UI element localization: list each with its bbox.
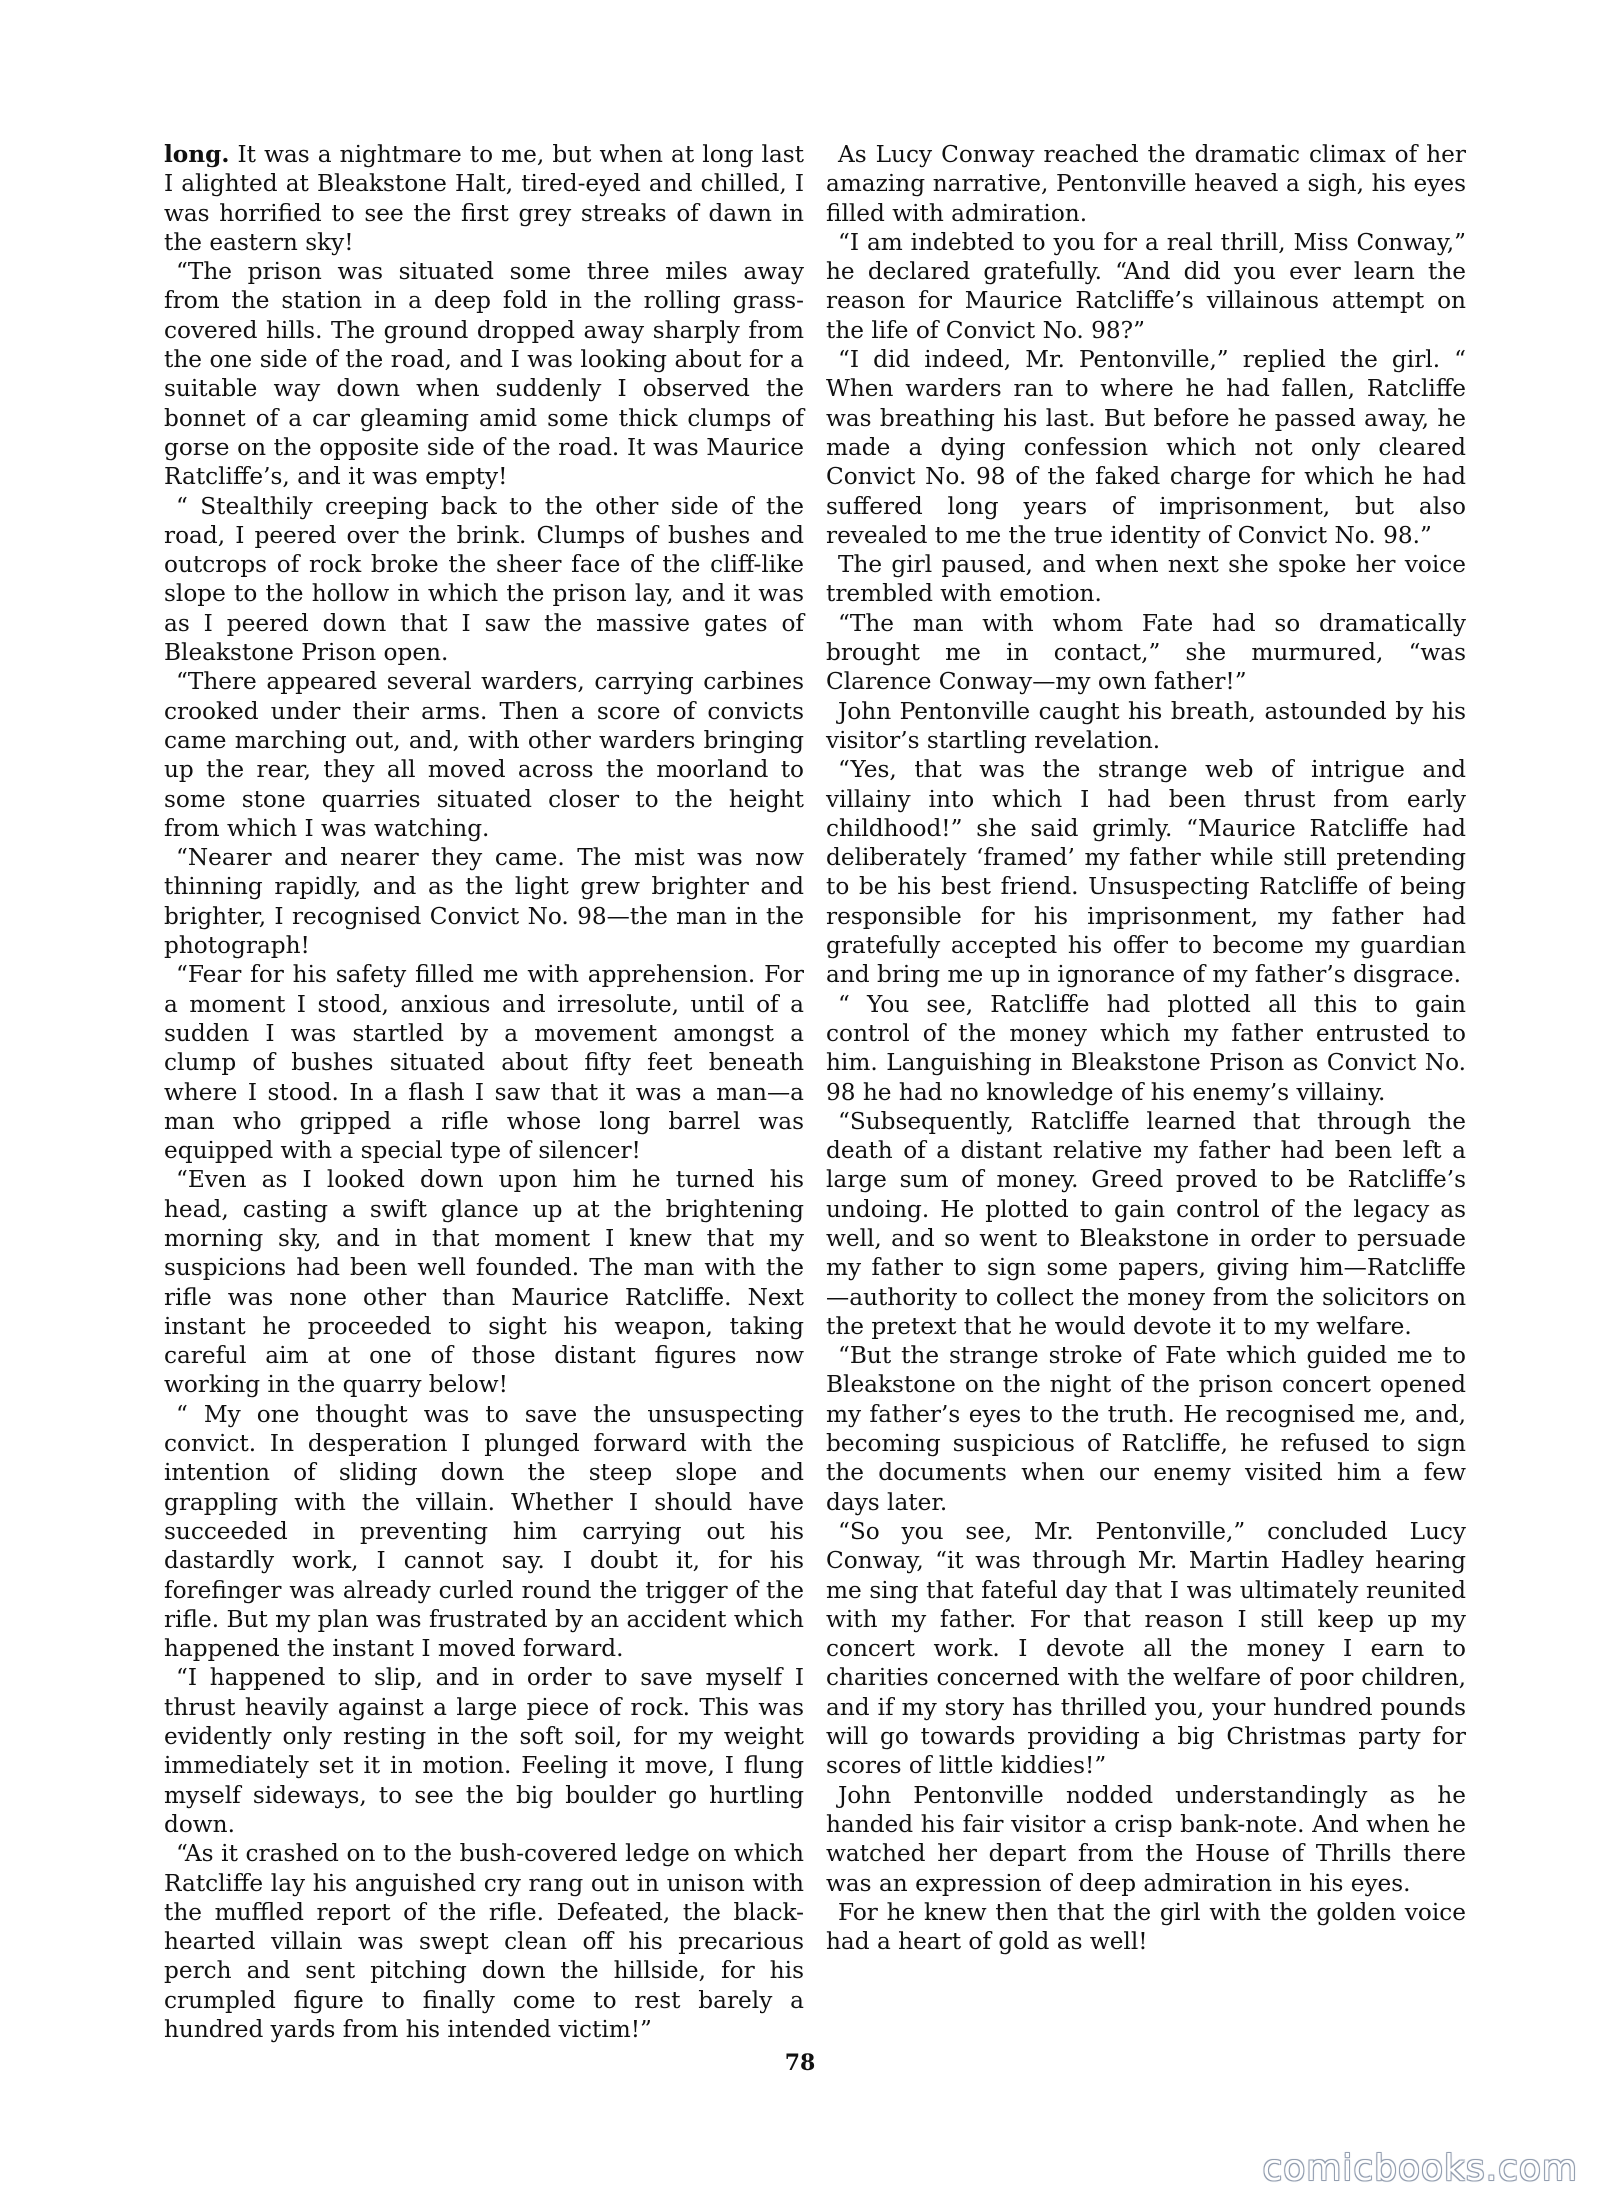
paragraph: “Even as I looked down upon him he turned his head, casting a swift glance up at the brightening morning sky, and in that moment I knew that my suspicions had been well founded. The man with the rifle was none other than Maurice Ratcliffe. Next instant he proceeded to sight his weapon, taking careful aim at one of those distant figures now working in the quarry below! [164, 1166, 804, 1399]
paragraph: “But the strange stroke of Fate which guided me to Bleakstone on the night of the prison concert opened my father’s eyes to the truth. He recognised me, and, becoming suspicious of Ratcliffe, he refused to sign the documents when our enemy visited him a few days later. [826, 1342, 1466, 1516]
paragraph: “I happened to slip, and in order to save myself I thrust heavily against a large piece of rock. This was evidently only resting in the soft soil, for my weight immediately set it in motion. Feeling it move, I flung myself sideways, to see the big boulder go hurtling down. [164, 1664, 804, 1838]
lead-word: long. [164, 141, 230, 168]
paragraph: John Pentonville nodded understandingly as he handed his fair visitor a crisp bank-note. And when he watched her depart from the House of Thrills there was an expression of deep admiration in his eyes. [826, 1781, 1466, 1897]
paragraph: “Fear for his safety filled me with apprehension. For a moment I stood, anxious and irresolute, until of a sudden I was startled by a movement amongst a clump of bushes situated about fifty feet beneath where I stood. In a flash I saw that it was a man—a man who gripped a rifle whose long barrel was equipped with a special type of silencer! [164, 961, 804, 1165]
paragraph: “The man with whom Fate had so dramatically brought me in contact,” she murmured, “was Clarence Conway—my own father!” [826, 609, 1466, 696]
paragraph: The girl paused, and when next she spoke her voice trembled with emotion. [826, 551, 1466, 608]
watermark: comicbooks.com [1262, 2148, 1578, 2189]
paragraph: “There appeared several warders, carrying carbines crooked under their arms. Then a score of convicts came marching out, and, with other warders bringing up the rear, they all moved across the moorland to some stone quarries situated closer to the height from which I was watching. [164, 668, 804, 842]
paragraph-text: It was a nightmare to me, but when at long last I alighted at Bleakstone Halt, tired-eyed and chilled, I was horrified to see the first grey streaks of dawn in the eastern sky! [164, 141, 804, 256]
paragraph: John Pentonville caught his breath, astounded by his visitor’s startling revelation. [826, 697, 1466, 754]
paragraph: For he knew then that the girl with the golden voice had a heart of gold as well! [826, 1898, 1466, 1956]
paragraph: “Subsequently, Ratcliffe learned that through the death of a distant relative my father had been left a large sum of money. Greed proved to be Ratcliffe’s undoing. He plotted to gain control of the legacy as well, and so went to Bleakstone in order to persuade my father to sign some papers, giving him—Ratcliffe—authority to collect the money from the solicitors on the pretext that he would devote it to my welfare. [826, 1107, 1466, 1340]
paragraph: “Nearer and nearer they came. The mist was now thinning rapidly, and as the light grew brighter and brighter, I recognised Convict No. 98—the man in the photograph! [164, 844, 804, 960]
page-number: 78 [784, 2050, 816, 2076]
paragraph: As Lucy Conway reached the dramatic climax of her amazing narrative, Pentonville heaved a sigh, his eyes filled with admiration. [826, 141, 1466, 227]
paragraph: “I am indebted to you for a real thrill, Miss Conway,” he declared gratefully. “And did you ever learn the reason for Maurice Ratcliffe’s villainous attempt on the life of Convict No. 98?” [826, 228, 1466, 344]
right-column [826, 140, 1466, 1956]
paragraph: “ Stealthily creeping back to the other side of the road, I peered over the brink. Clumps of bushes and outcrops of rock broke the sheer face of the cliff-like slope to the hollow in which the prison lay, and it was as I peered down that I saw the massive gates of Bleakstone Prison open. [164, 492, 804, 667]
paragraph: “I did indeed, Mr. Pentonville,” replied the girl. “ When warders ran to where he had fallen, Ratcliffe was breathing his last. But before he passed away, he made a dying confession which not only cleared Convict No. 98 of the faked charge for which he had suffered long years of imprisonment, but also revealed to me the true identity of Convict No. 98.” [826, 346, 1466, 549]
paragraph: “So you see, Mr. Pentonville,” concluded Lucy Conway, “it was through Mr. Martin Hadley hearing me sing that fateful day that I was ultimately reunited with my father. For that reason I still keep up my concert work. I devote all the money I earn to charities concerned with the welfare of poor children, and if my story has thrilled you, your hundred pounds will go towards providing a big Christmas party for scores of little kiddies!” [826, 1517, 1466, 1780]
paragraph: “The prison was situated some three miles away from the station in a deep fold in the rolling grass-covered hills. The ground dropped away sharply from the one side of the road, and I was looking about for a suitable way down when suddenly I observed the bonnet of a car gleaming amid some thick clumps of gorse on the opposite side of the road. It was Maurice Ratcliffe’s, and it was empty! [164, 258, 804, 491]
paragraph: “Yes, that was the strange web of intrigue and villainy into which I had been thrust from early childhood!” she said grimly. “Maurice Ratcliffe had deliberately ‘framed’ my father while still pretending to be his best friend. Unsuspecting Ratcliffe of being responsible for his imprisonment, my father had gratefully accepted his offer to become my guardian and bring me up in ignorance of my father’s disgrace. [826, 756, 1466, 989]
paragraph: “ My one thought was to save the unsuspecting convict. In desperation I plunged forward with the intention of sliding down the steep slope and grappling with the villain. Whether I should have succeeded in preventing him carrying out his dastardly work, I cannot say. I doubt it, for his forefinger was already curled round the trigger of the rifle. But my plan was frustrated by an accident which happened the instant I moved forward. [164, 1400, 804, 1663]
paragraph: “As it crashed on to the bush-covered ledge on which Ratcliffe lay his anguished cry rang out in unison with the muffled report of the rifle. Defeated, the black-hearted villain was swept clean off his precarious perch and sent pitching down the hillside, for his crumpled figure to finally come to rest barely a hundred yards from his intended victim!” [164, 1840, 804, 2043]
paragraph [164, 140, 804, 257]
paragraph: “ You see, Ratcliffe had plotted all this to gain control of the money which my father entrusted to him. Languishing in Bleakstone Prison as Convict No. 98 he had no knowledge of his enemy’s villainy. [826, 990, 1466, 1106]
left-column [164, 140, 804, 2044]
